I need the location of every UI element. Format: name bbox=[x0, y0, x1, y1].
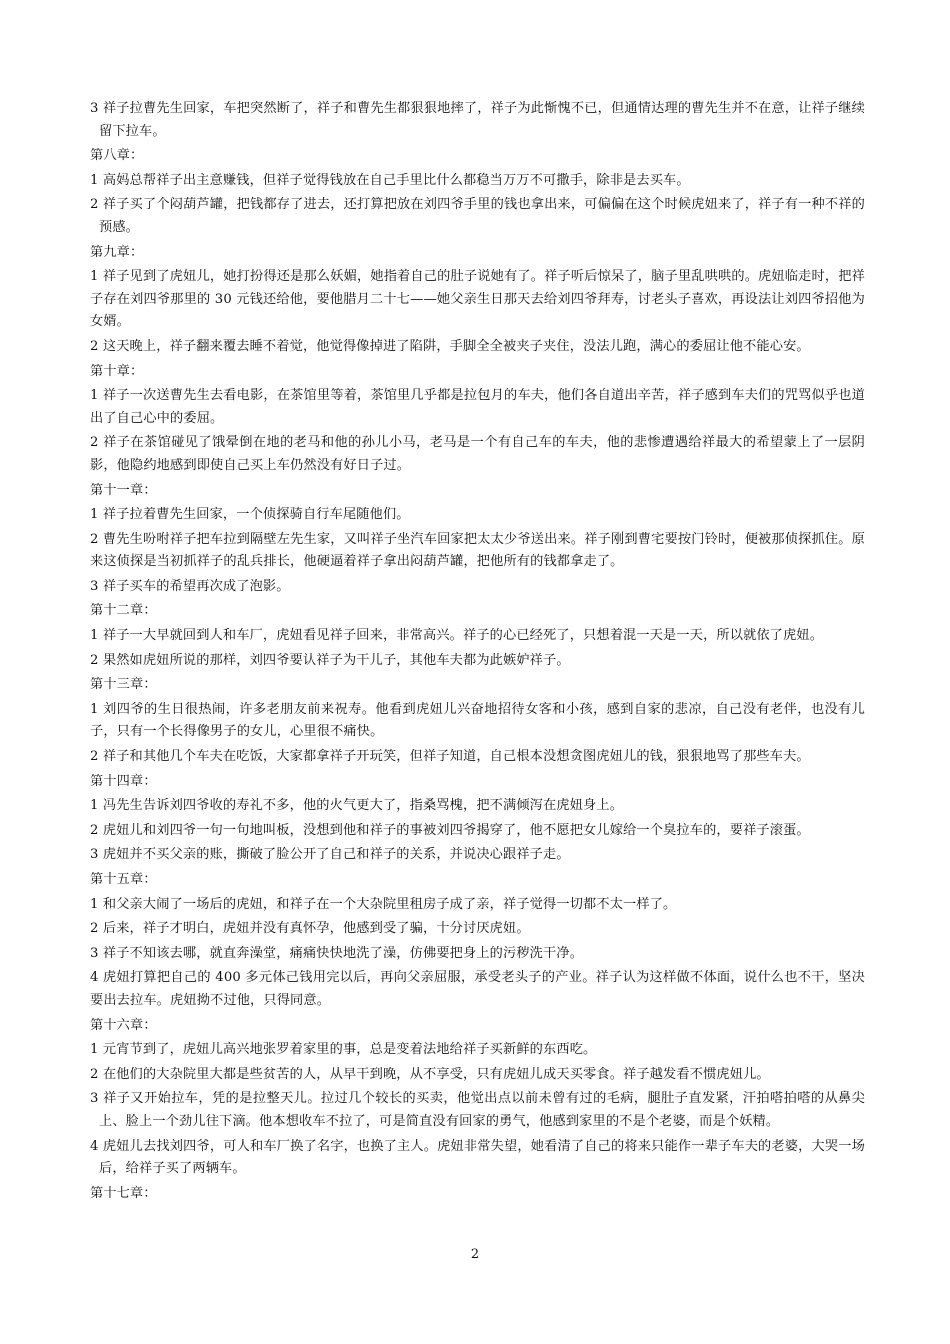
chapter-heading: 第十五章： bbox=[90, 872, 157, 887]
summary-paragraph: 1 高妈总帮祥子出主意赚钱，但祥子觉得钱放在自己手里比什么都稳当万万不可撒手，除非是去买车。 bbox=[90, 172, 690, 188]
chapter-heading: 第九章： bbox=[90, 244, 144, 260]
summary-paragraph: 4 虎妞打算把自己的 400 多元体己钱用完以后，再向父亲屈服，承受老头子的产业。祥子认为这样做不体面，说什么也不干，坚决要出去拉车。虎妞拗不过他，只得同意。 bbox=[90, 970, 865, 1008]
summary-paragraph: 1 元宵节到了，虎妞儿高兴地张罗着家里的事，总是变着法地给祥子买新鲜的东西吃。 bbox=[90, 1042, 597, 1058]
summary-paragraph: 3 祥子拉曹先生回家，车把突然断了，祥子和曹先生都狠狠地摔了，祥子为此惭愧不已，但通情达理的曹先生并不在意，让祥子继续留下拉车。 bbox=[90, 101, 865, 139]
chapter-heading: 第十三章： bbox=[90, 677, 157, 693]
summary-paragraph: 2 曹先生吩咐祥子把车拉到隔壁左先生家，又叫祥子坐汽车回家把太太少爷送出来。祥子刚到曹宅要按门铃时，便被那侦探抓住。原来这侦探是当初抓祥子的乱兵排长，他硬逼着祥子拿出闷葫芦罐，把他所有的钱都拿走了。 bbox=[90, 531, 865, 570]
summary-paragraph: 2 祥子和其他几个车夫在吃饭，大家都拿祥子开玩笑，但祥子知道，自己根本没想贪图虎妞儿的钱，狠狠地骂了那些车夫。 bbox=[90, 749, 810, 765]
summary-paragraph: 4 虎妞儿去找刘四爷，可人和车厂换了名字，也换了主人。虎妞非常失望，她看清了自己的将来只能作一辈子车夫的老婆，大哭一场后，给祥子买了两辆车。 bbox=[90, 1138, 865, 1177]
summary-paragraph: 1 祥子见到了虎妞儿，她打扮得还是那么妖媚，她指着自己的肚子说她有了。祥子听后惊呆了，脑子里乱哄哄的。虎妞临走时，把祥子存在刘四爷那里的 30 元钱还给他，要他腊月二十七——她父亲生日那天去给刘四爷拜寿，讨老头子喜欢，再设法让刘四爷招他为女婿。 bbox=[90, 269, 865, 330]
summary-paragraph: 1 刘四爷的生日很热闹，许多老朋友前来祝寿。他看到虎妞儿兴奋地招待女客和小孩，感到自家的悲凉，自己没有老伴，也没有儿子，只有一个长得像男子的女儿，心里很不痛快。 bbox=[90, 701, 865, 740]
summary-paragraph: 3 祥子不知该去哪，就直奔澡堂，痛痛快快地洗了澡，仿佛要把身上的污秽洗干净。 bbox=[90, 945, 584, 961]
chapter-heading: 第十章： bbox=[90, 363, 144, 379]
summary-paragraph: 2 虎妞儿和刘四爷一句一句地叫板，没想到他和祥子的事被刘四爷揭穿了，他不愿把女儿嫁给一个臭拉车的，要祥子滚蛋。 bbox=[90, 822, 810, 838]
summary-paragraph: 2 这天晚上，祥子翻来覆去睡不着觉，他觉得像掉进了陷阱，手脚全全被夹子夹住，没法儿跑，满心的委屈让他不能心安。 bbox=[90, 338, 810, 354]
summary-paragraph: 3 祥子买车的希望再次成了泡影。 bbox=[90, 578, 290, 594]
summary-paragraph: 3 祥子又开始拉车，凭的是拉整天儿。拉过几个较长的买卖，他觉出点以前未曾有过的毛病，腿肚子直发紧，汗拍嗒拍嗒的从鼻尖上、脸上一个劲儿往下滴。他本想收车不拉了，可是简直没有回家的勇气，他感到家里的不是个老婆，而是个妖精。 bbox=[90, 1091, 865, 1129]
summary-paragraph: 1 祥子一大早就回到人和车厂，虎妞看见祥子回来，非常高兴。祥子的心已经死了，只想着混一天是一天，所以就依了虎妞。 bbox=[90, 628, 824, 644]
summary-paragraph: 3 虎妞并不买父亲的账，撕破了脸公开了自己和祥子的关系，并说决心跟祥子走。 bbox=[90, 847, 570, 863]
summary-paragraph: 2 祥子在茶馆碰见了饿晕倒在地的老马和他的孙儿小马，老马是一个有自己车的车夫，他的悲惨遭遇给祥最大的希望蒙上了一层阴影，他隐约地感到即使自己买上车仍然没有好日子过。 bbox=[90, 435, 865, 473]
summary-paragraph: 2 果然如虎妞所说的那样，刘四爷要认祥子为干儿子，其他车夫都为此嫉妒祥子。 bbox=[90, 652, 570, 668]
chapter-heading: 第十六章： bbox=[90, 1017, 157, 1033]
chapter-heading: 第八章： bbox=[90, 148, 144, 164]
page-number: 2 bbox=[470, 1247, 480, 1262]
chapter-heading: 第十四章： bbox=[90, 773, 157, 789]
chapter-heading: 第十二章： bbox=[90, 603, 157, 619]
summary-paragraph: 1 祥子拉着曹先生回家，一个侦探骑自行车尾随他们。 bbox=[90, 507, 410, 523]
summary-paragraph: 1 祥子一次送曹先生去看电影，在茶馆里等着，茶馆里几乎都是拉包月的车夫，他们各自道出辛苦，祥子感到车夫们的咒骂似乎也道出了自己心中的委屈。 bbox=[90, 388, 865, 426]
summary-paragraph: 1 冯先生告诉刘四爷收的寿礼不多，他的火气更大了，指桑骂槐，把不满倾泻在虎妞身上。 bbox=[90, 798, 624, 814]
summary-paragraph: 2 在他们的大杂院里大都是些贫苦的人，从早干到晚，从不享受，只有虎妞儿成天买零食。祥子越发看不惯虎妞儿。 bbox=[90, 1066, 770, 1082]
chapter-heading: 第十七章： bbox=[90, 1185, 157, 1201]
document-body bbox=[90, 98, 865, 1207]
summary-paragraph: 2 祥子买了个闷葫芦罐，把钱都存了进去，还打算把放在刘四爷手里的钱也拿出来，可偏偏在这个时候虎妞来了，祥子有一种不祥的预感。 bbox=[90, 197, 865, 235]
summary-paragraph: 2 后来，祥子才明白，虎妞并没有真怀孕，他感到受了骗，十分讨厌虎妞。 bbox=[90, 921, 530, 937]
chapter-heading: 第十一章： bbox=[90, 482, 157, 498]
summary-paragraph: 1 和父亲大闹了一场后的虎妞，和祥子在一个大杂院里租房子成了亲，祥子觉得一切都不太一样了。 bbox=[90, 896, 677, 912]
